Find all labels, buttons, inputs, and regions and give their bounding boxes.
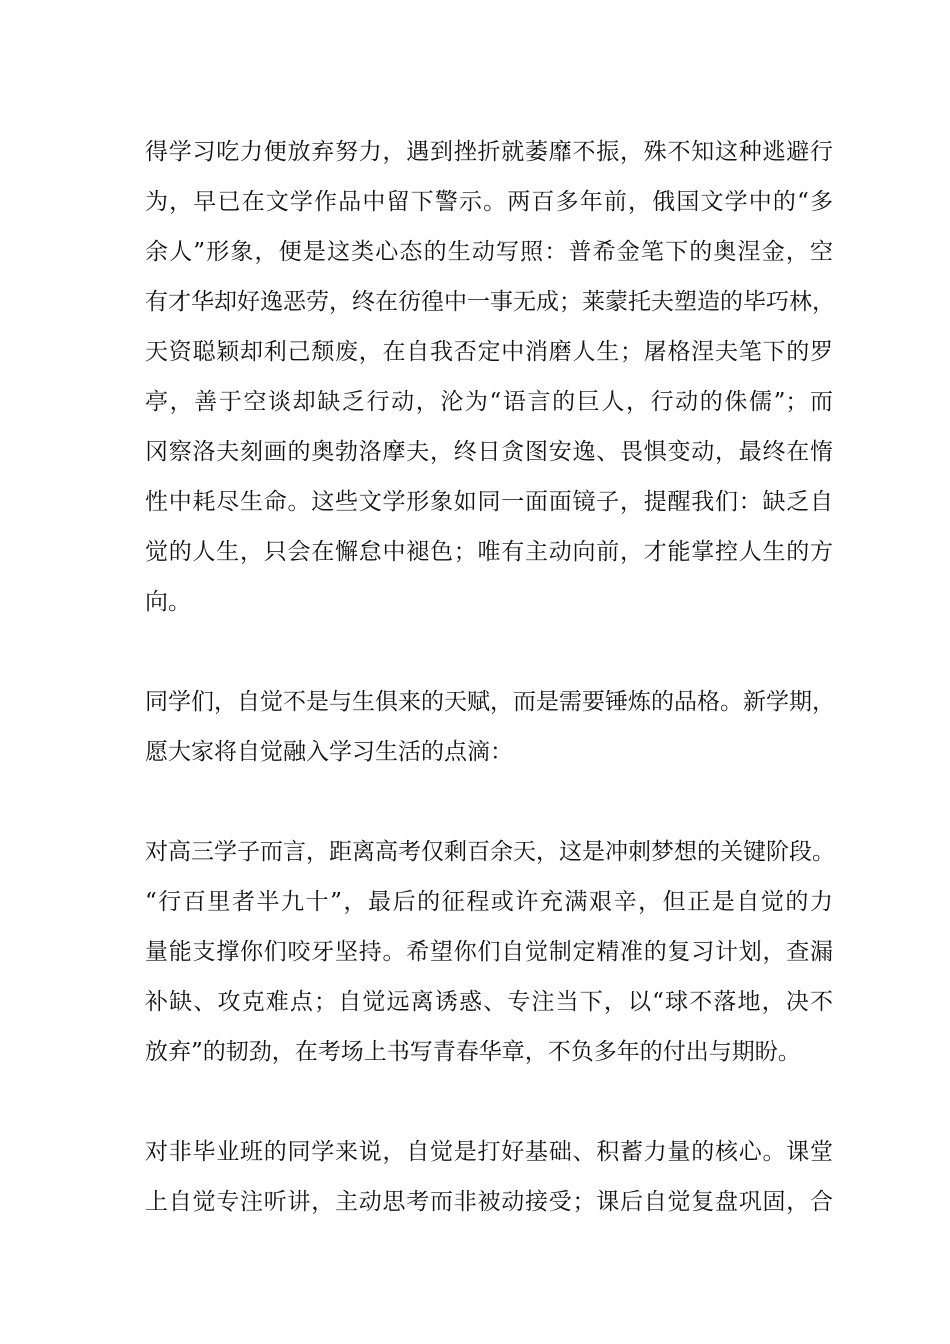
text-line: 补缺、攻克难点；自觉远离诱惑、专注当下，以“球不落地，决不 xyxy=(145,989,833,1015)
text-line: “行百里者半九十”，最后的征程或许充满艰辛，但正是自觉的力 xyxy=(145,889,833,915)
text-line: 对非毕业班的同学来说，自觉是打好基础、积蓄力量的核心。课堂 xyxy=(145,1139,833,1165)
text-line: 放弃”的韧劲，在考场上书写青春华章，不负多年的付出与期盼。 xyxy=(145,1039,801,1065)
text-line: 冈察洛夫刻画的奥勃洛摩夫，终日贪图安逸、畏惧变动，最终在惰 xyxy=(145,439,833,465)
text-line: 同学们，自觉不是与生俱来的天赋，而是需要锤炼的品格。新学期， xyxy=(145,689,835,715)
text-line: 量能支撑你们咬牙坚持。希望你们自觉制定精准的复习计划，查漏 xyxy=(145,939,833,965)
text-line: 为，早已在文学作品中留下警示。两百多年前，俄国文学中的“多 xyxy=(145,189,833,215)
text-line: 亭，善于空谈却缺乏行动，沦为“语言的巨人，行动的侏儒”；而 xyxy=(145,389,833,415)
text-line: 余人”形象，便是这类心态的生动写照：普希金笔下的奥涅金，空 xyxy=(145,239,833,265)
text-line: 天资聪颖却利己颓废，在自我否定中消磨人生；屠格涅夫笔下的罗 xyxy=(145,339,833,365)
text-line: 愿大家将自觉融入学习生活的点滴： xyxy=(145,739,513,765)
text-line: 有才华却好逸恶劳，终在彷徨中一事无成；莱蒙托夫塑造的毕巧林， xyxy=(145,289,835,315)
text-line: 觉的人生，只会在懈怠中褪色；唯有主动向前，才能掌控人生的方 xyxy=(145,539,833,565)
text-line: 向。 xyxy=(145,589,191,615)
text-line: 对高三学子而言，距离高考仅剩百余天，这是冲刺梦想的关键阶段。 xyxy=(145,839,835,865)
text-line: 得学习吃力便放弃努力，遇到挫折就萎靡不振，殊不知这种逃避行 xyxy=(145,139,833,165)
text-line: 上自觉专注听讲，主动思考而非被动接受；课后自觉复盘巩固，合 xyxy=(145,1189,833,1215)
text-line: 性中耗尽生命。这些文学形象如同一面面镜子，提醒我们：缺乏自 xyxy=(145,489,833,515)
